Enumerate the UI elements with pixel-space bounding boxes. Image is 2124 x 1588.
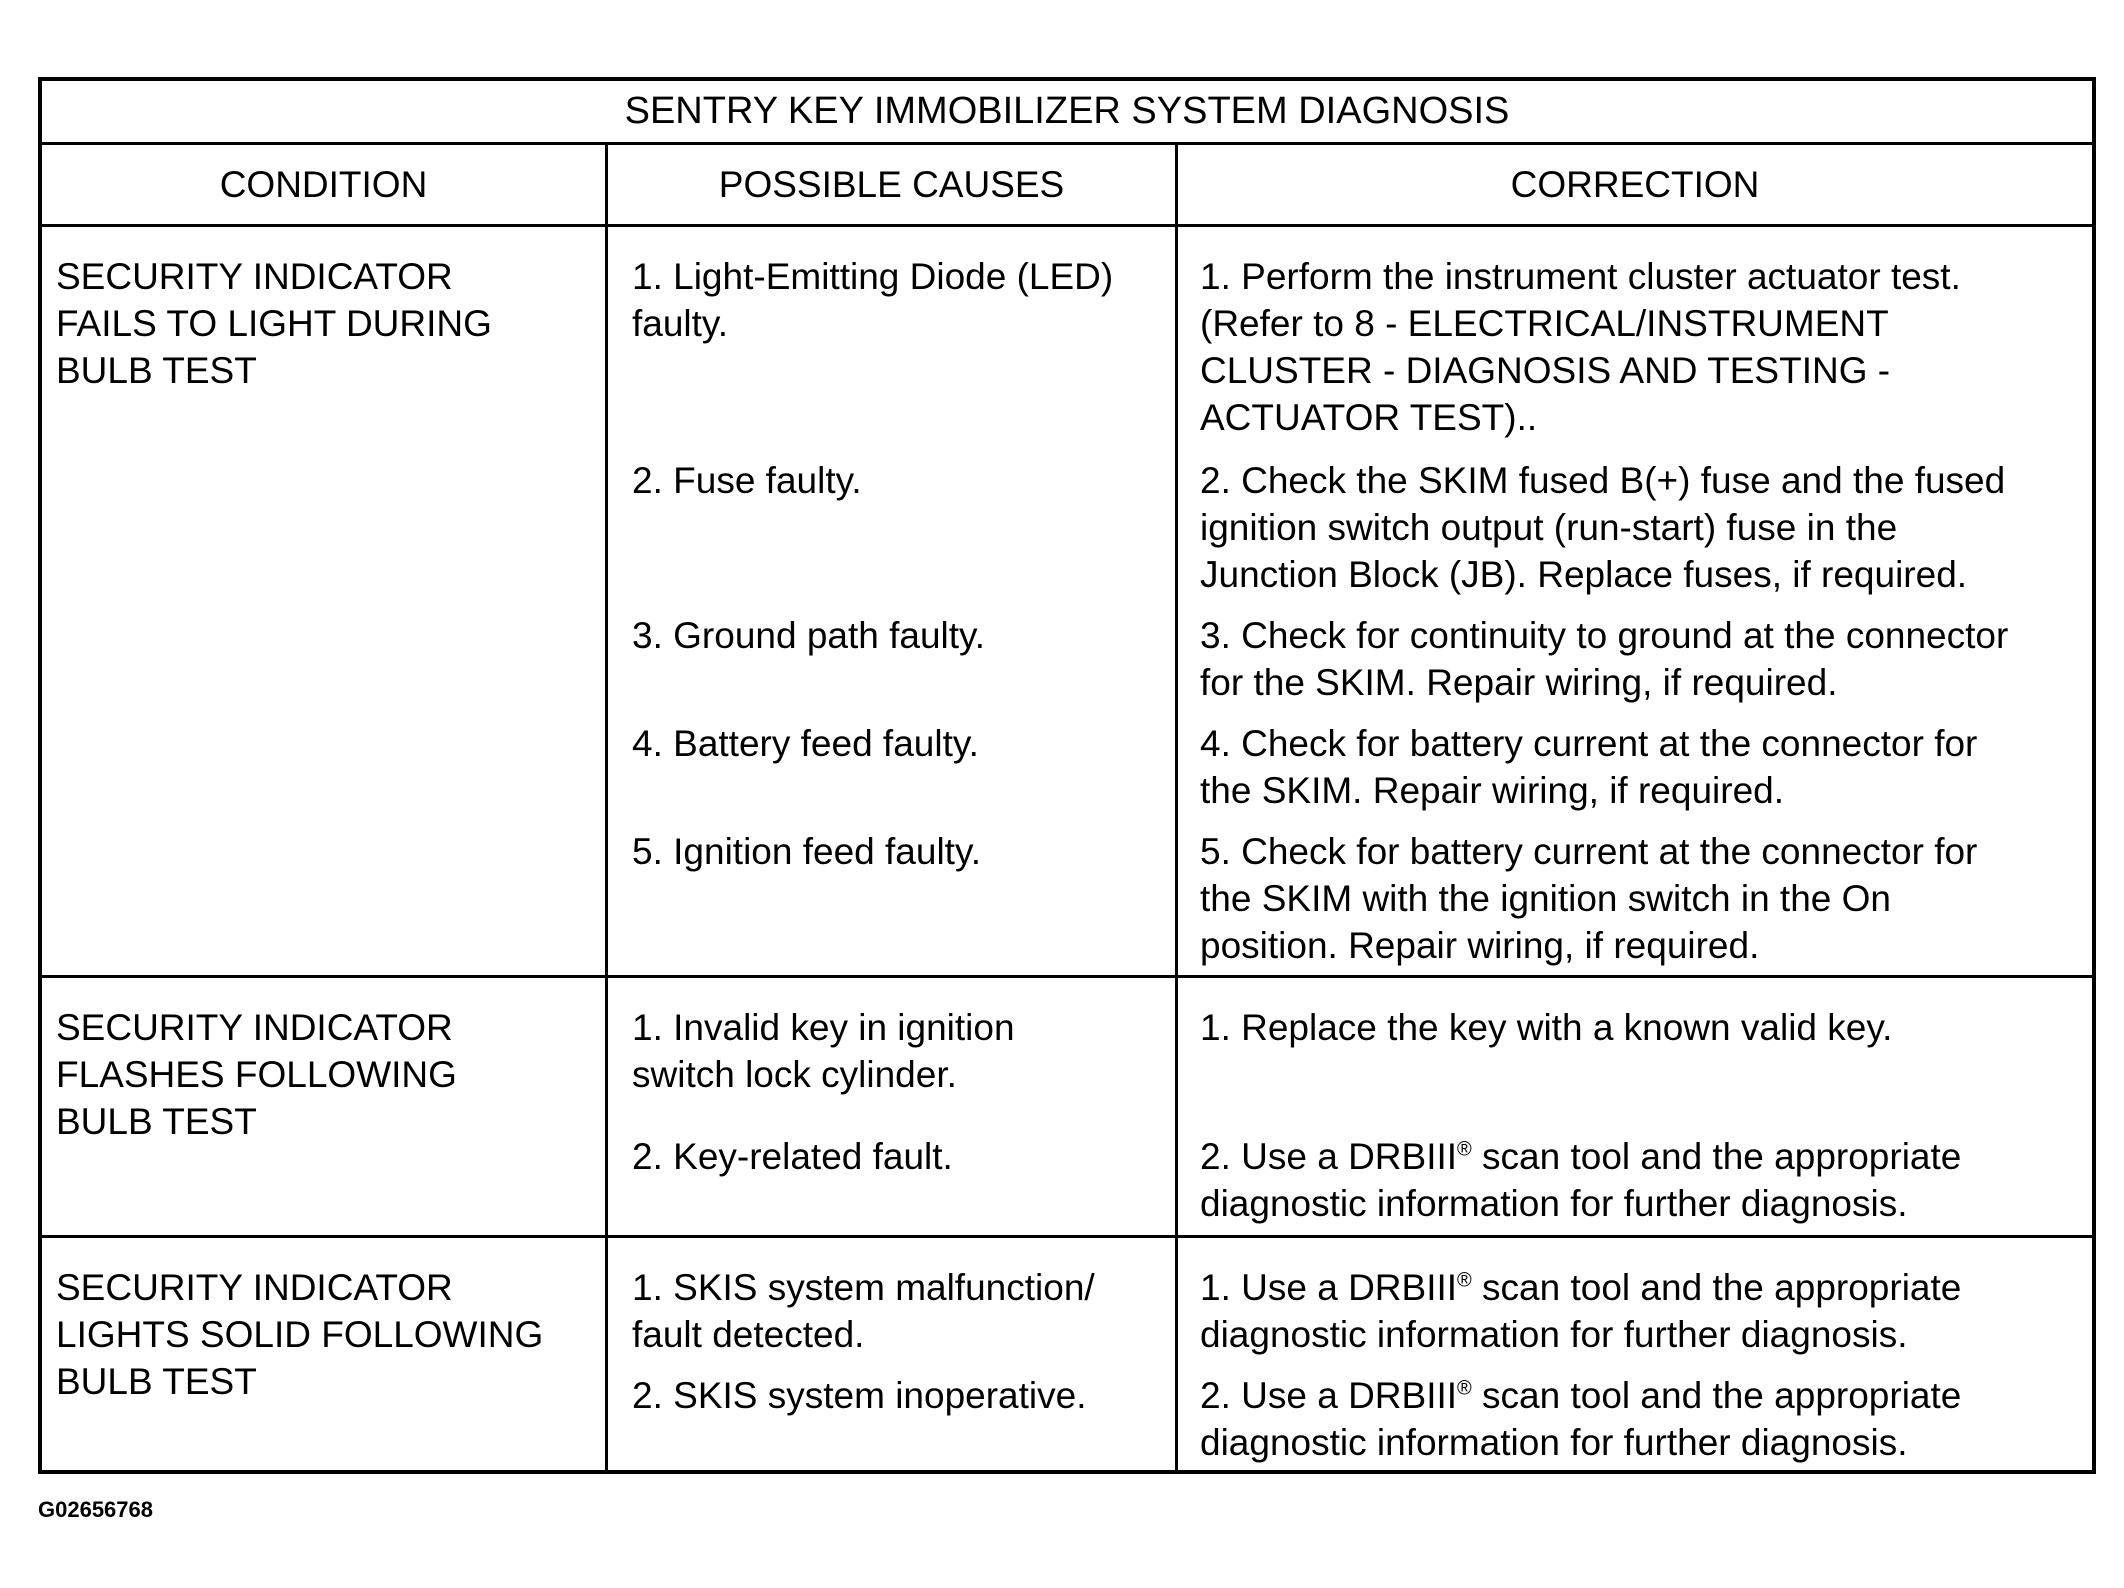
causes-cell — [608, 1238, 1178, 1470]
table-row — [42, 1238, 2092, 1470]
cause-item: 3. Ground path faulty. — [632, 615, 986, 656]
registered-trademark: ® — [1457, 1269, 1472, 1292]
correction-item: 5. Check for battery current at the connector for the SKIM with the ignition switch in the On position. Repair wiring, if required. — [1200, 831, 1978, 966]
registered-trademark: ® — [1457, 1138, 1472, 1161]
correction-text-part: scan tool and the appropriate diagnostic information for further diagnosis. — [1200, 1267, 1962, 1355]
correction-text-part: scan tool and the appropriate diagnostic information for further diagnosis. — [1200, 1375, 1962, 1463]
correction-text-part: 1. Use a DRBIII — [1200, 1267, 1458, 1308]
correction-item — [1200, 1264, 1961, 1358]
correction-item: 2. Check the SKIM fused B(+) fuse and the fused ignition switch output (run-start) fuse in the Junction Block (JB). Replace fuses, if required. — [1200, 460, 2006, 595]
correction-cell — [1178, 227, 2092, 975]
correction-item — [1200, 1372, 1961, 1466]
registered-trademark: ® — [1457, 1377, 1472, 1400]
condition-text: SECURITY INDICATOR LIGHTS SOLID FOLLOWING BULB TEST — [56, 1267, 544, 1402]
correction-item: 4. Check for battery current at the connector for the SKIM. Repair wiring, if required. — [1200, 723, 1978, 811]
table-row — [42, 978, 2092, 1238]
header-condition: CONDITION — [42, 145, 608, 224]
correction-text-part: 2. Use a DRBIII — [1200, 1375, 1458, 1416]
table-row — [42, 227, 2092, 978]
correction-text-part: scan tool and the appropriate diagnostic information for further diagnosis. — [1200, 1136, 1962, 1224]
condition-cell — [42, 1238, 608, 1470]
correction-item: 3. Check for continuity to ground at the connector for the SKIM. Repair wiring, if required. — [1200, 615, 2009, 703]
cause-item: 4. Battery feed faulty. — [632, 723, 979, 764]
condition-text: SECURITY INDICATOR FLASHES FOLLOWING BULB TEST — [56, 1007, 457, 1142]
condition-cell — [42, 978, 608, 1235]
causes-cell — [608, 978, 1178, 1235]
correction-item — [1200, 1133, 1961, 1227]
header-possible-causes: POSSIBLE CAUSES — [608, 145, 1178, 224]
correction-cell — [1178, 978, 2092, 1235]
condition-cell — [42, 227, 608, 975]
diagnosis-table — [38, 77, 2096, 1474]
cause-item: 1. Invalid key in ignition switch lock cylinder. — [632, 1007, 1015, 1095]
condition-text: SECURITY INDICATOR FAILS TO LIGHT DURING BULB TEST — [56, 256, 492, 391]
cause-item: 2. SKIS system inoperative. — [632, 1375, 1087, 1416]
table-title: SENTRY KEY IMMOBILIZER SYSTEM DIAGNOSIS — [42, 81, 2092, 145]
correction-cell — [1178, 1238, 2092, 1470]
correction-item: 1. Replace the key with a known valid key. — [1200, 1007, 1893, 1048]
cause-item: 2. Key-related fault. — [632, 1136, 953, 1177]
causes-cell — [608, 227, 1178, 975]
cause-item: 2. Fuse faulty. — [632, 460, 862, 501]
header-correction: CORRECTION — [1510, 163, 1760, 205]
correction-item: 1. Perform the instrument cluster actuator test. (Refer to 8 - ELECTRICAL/INSTRUMENT CLUSTER - DIAGNOSIS AND TESTING - ACTUATOR TEST).. — [1200, 256, 1961, 438]
cause-item: 1. Light-Emitting Diode (LED) faulty. — [632, 256, 1114, 344]
table-header-row — [42, 145, 2092, 227]
figure-id: G02656768 — [38, 1497, 153, 1522]
cause-item: 1. SKIS system malfunction/ fault detected. — [632, 1267, 1095, 1355]
correction-text-part: 2. Use a DRBIII — [1200, 1136, 1458, 1177]
cause-item: 5. Ignition feed faulty. — [632, 831, 981, 872]
